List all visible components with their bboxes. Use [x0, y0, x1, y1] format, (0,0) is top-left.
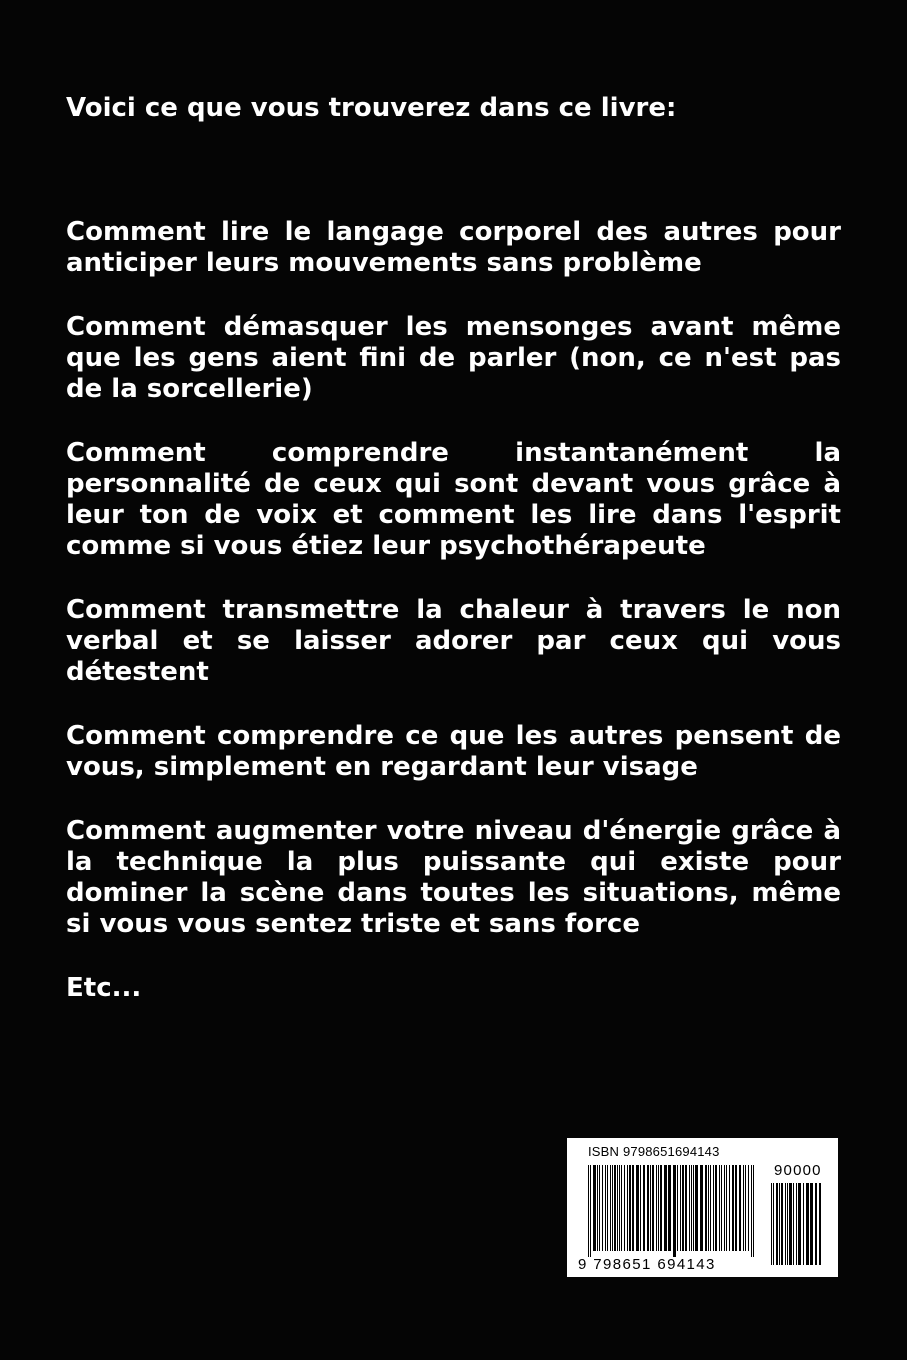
- barcode-bar: [677, 1165, 678, 1251]
- barcode-bar: [629, 1165, 631, 1251]
- barcode-bar: [710, 1165, 711, 1251]
- barcode-bar: [602, 1165, 603, 1251]
- barcode-bar: [632, 1165, 634, 1251]
- barcode-bar: [713, 1165, 714, 1251]
- barcode-bar: [793, 1183, 794, 1265]
- barcode-bar: [726, 1165, 727, 1251]
- barcode-bar: [803, 1183, 804, 1265]
- feature-item: Comment transmettre la chaleur à travers le non verbal et se laisser adorer par ceux qui vous détestent: [66, 595, 841, 687]
- barcode-bar: [590, 1165, 591, 1257]
- isbn-label: ISBN 9798651694143: [588, 1144, 720, 1159]
- barcode-bar: [732, 1165, 734, 1251]
- barcode-bar: [607, 1165, 608, 1251]
- barcode-bar: [819, 1183, 821, 1265]
- barcode-bars: [588, 1165, 756, 1257]
- barcode-bar: [695, 1165, 698, 1251]
- barcode-bar: [751, 1165, 752, 1257]
- barcode-bar: [664, 1165, 667, 1251]
- barcode-bar: [685, 1165, 687, 1251]
- feature-item: Comment comprendre instantanément la personnalité de ceux qui sont devant vous grâce à leur ton de voix et comment les lire dans l'esprit comme si vous étiez leur psychothérapeute: [66, 438, 841, 561]
- barcode-bar: [781, 1183, 783, 1265]
- barcode-bar: [624, 1165, 625, 1251]
- barcode-bar: [647, 1165, 649, 1251]
- barcode-bar: [621, 1165, 622, 1251]
- barcode-bar: [739, 1165, 741, 1251]
- feature-item: Comment augmenter votre niveau d'énergie grâce à la technique la plus puissante qui existe pour dominer la scène dans toutes les situations, même si vous vous sentez triste et sans force: [66, 816, 841, 939]
- barcode-bar: [719, 1165, 720, 1251]
- barcode-bar: [700, 1165, 703, 1251]
- barcode-bar: [636, 1165, 639, 1251]
- barcode-bar: [753, 1165, 754, 1257]
- barcode-bar: [650, 1165, 651, 1251]
- barcode-bar: [689, 1165, 690, 1251]
- barcode-bar: [779, 1183, 780, 1265]
- barcode-bar: [680, 1165, 681, 1251]
- barcode-bar: [735, 1165, 737, 1251]
- barcode-bar: [612, 1165, 613, 1251]
- barcode-bar: [605, 1165, 606, 1251]
- barcode-bar: [627, 1165, 628, 1251]
- feature-list: [66, 217, 841, 1004]
- barcode-bar: [724, 1165, 725, 1251]
- barcode-bar: [810, 1183, 813, 1265]
- barcode-bar: [787, 1183, 788, 1265]
- barcode-bar: [588, 1165, 589, 1257]
- barcode-bar: [593, 1165, 596, 1251]
- feature-item: Comment démasquer les mensonges avant même que les gens aient fini de parler (non, ce n'est pas de la sorcellerie): [66, 312, 841, 404]
- barcode-bar: [773, 1183, 774, 1265]
- barcode-bar: [796, 1183, 797, 1265]
- feature-item: Comment lire le langage corporel des autres pour anticiper leurs mouvements sans problème: [66, 217, 841, 278]
- barcode-bar: [599, 1165, 600, 1251]
- barcode-bar: [656, 1165, 657, 1251]
- barcode-bar: [660, 1165, 662, 1251]
- barcode-bar: [614, 1165, 616, 1251]
- barcode-bar: [729, 1165, 730, 1251]
- barcode-bar: [745, 1165, 746, 1251]
- barcode-bar: [619, 1165, 620, 1251]
- barcode-bar: [776, 1183, 778, 1265]
- barcode-bar: [693, 1165, 694, 1251]
- isbn-barcode: [567, 1138, 838, 1277]
- etc-text: Etc...: [66, 973, 142, 1003]
- barcode-bar: [640, 1165, 641, 1251]
- barcode-bar: [743, 1165, 744, 1251]
- barcode-bar: [748, 1165, 749, 1251]
- barcode-bar: [815, 1183, 817, 1265]
- barcode-bar: [806, 1183, 809, 1265]
- addon-digits: 90000: [774, 1162, 822, 1179]
- cover-text: [66, 93, 841, 1003]
- barcode-bar: [715, 1165, 717, 1251]
- barcode-bar: [705, 1165, 707, 1251]
- intro-heading: Voici ce que vous trouverez dans ce livre:: [66, 93, 677, 123]
- barcode-bar: [597, 1165, 598, 1251]
- barcode-bar: [658, 1165, 659, 1251]
- barcode-bar: [691, 1165, 692, 1251]
- addon-barcode-bars: [771, 1183, 823, 1271]
- feature-item: Comment comprendre ce que les autres pensent de vous, simplement en regardant leur visage: [66, 721, 841, 782]
- barcode-bar: [789, 1183, 792, 1265]
- barcode-bar: [785, 1183, 786, 1265]
- barcode-bar: [617, 1165, 618, 1251]
- barcode-bar: [673, 1165, 676, 1257]
- barcode-bar: [610, 1165, 611, 1251]
- barcode-bar: [652, 1165, 654, 1251]
- barcode-bar: [668, 1165, 671, 1251]
- barcode-bar: [721, 1165, 722, 1251]
- barcode-digits: 9 798651 694143: [578, 1256, 716, 1273]
- barcode-bar: [643, 1165, 645, 1251]
- barcode-bar: [708, 1165, 709, 1251]
- barcode-bar: [771, 1183, 772, 1265]
- barcode-bar: [798, 1183, 801, 1265]
- barcode-bar: [682, 1165, 684, 1251]
